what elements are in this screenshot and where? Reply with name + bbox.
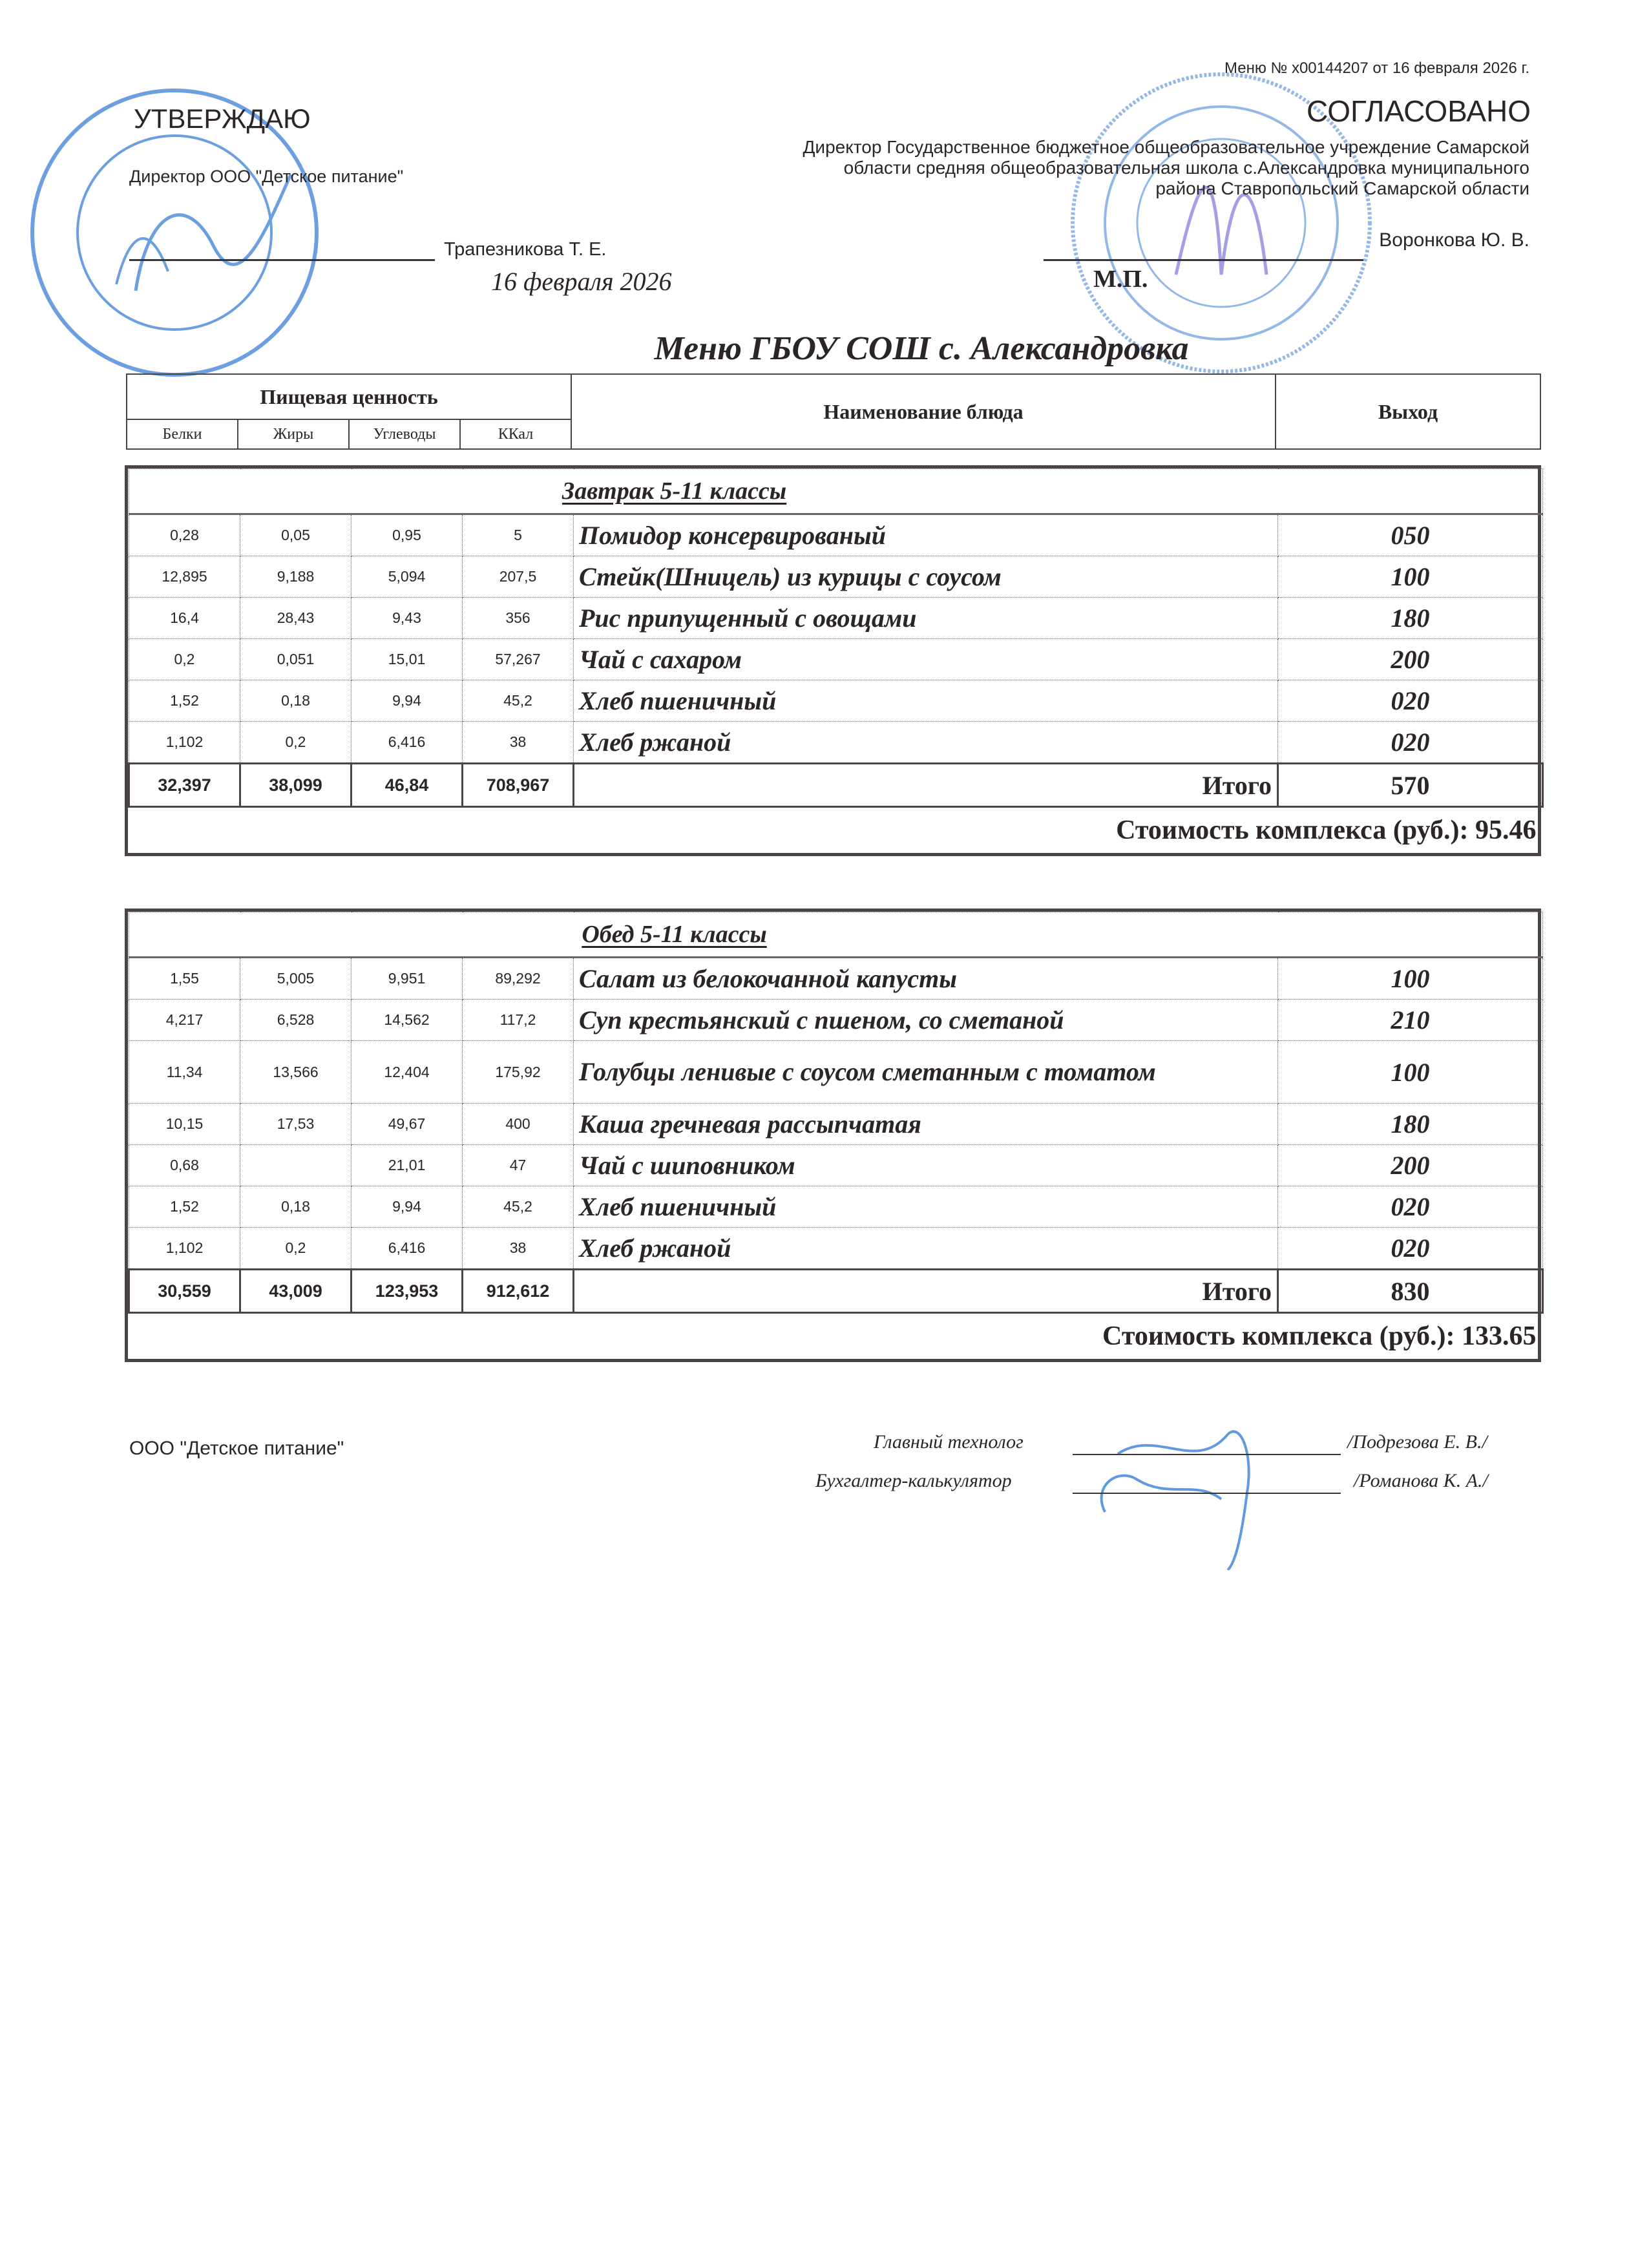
output-cell: 100 bbox=[1278, 958, 1543, 1000]
kcal-cell: 175,92 bbox=[463, 1041, 574, 1104]
table-row bbox=[129, 1186, 1543, 1228]
dish-name-cell: Чай с шиповником bbox=[574, 1145, 1278, 1186]
total-fats: 38,099 bbox=[240, 764, 352, 807]
kcal-cell: 38 bbox=[463, 722, 574, 764]
kcal-cell: 38 bbox=[463, 1228, 574, 1270]
dish-name-cell: Суп крестьянский с пшеном, со сметаной bbox=[574, 1000, 1278, 1041]
proteins-cell: 11,34 bbox=[129, 1041, 240, 1104]
dish-name-cell: Голубцы ленивые с соусом сметанным с томатом bbox=[574, 1041, 1278, 1104]
carbs-cell: 21,01 bbox=[352, 1145, 463, 1186]
section-lunch bbox=[125, 908, 1541, 1362]
total-output: 570 bbox=[1278, 764, 1543, 807]
output-cell: 200 bbox=[1278, 639, 1543, 680]
kcal-cell: 5 bbox=[463, 514, 574, 556]
menu-table bbox=[128, 912, 1544, 1359]
carbs-cell: 9,951 bbox=[352, 958, 463, 1000]
section-title bbox=[129, 912, 1543, 958]
table-row bbox=[129, 722, 1543, 764]
total-proteins: 30,559 bbox=[129, 1270, 240, 1313]
page-title bbox=[0, 330, 1649, 368]
total-carbs: 46,84 bbox=[352, 764, 463, 807]
total-kcal: 912,612 bbox=[463, 1270, 574, 1313]
output-cell: 200 bbox=[1278, 1145, 1543, 1186]
section-breakfast bbox=[125, 465, 1541, 856]
kcal-cell: 45,2 bbox=[463, 680, 574, 722]
agree-role bbox=[754, 137, 1529, 199]
header-proteins: Белки bbox=[127, 419, 238, 449]
accountant-name: /Романова К. А./ bbox=[1354, 1470, 1488, 1491]
dish-name-cell: Хлеб пшеничный bbox=[574, 680, 1278, 722]
footer-org: ООО "Детское питание" bbox=[129, 1438, 344, 1459]
proteins-cell: 1,52 bbox=[129, 680, 240, 722]
dish-name-cell: Рис припущенный с овощами bbox=[574, 598, 1278, 639]
carbs-cell: 5,094 bbox=[352, 556, 463, 598]
carbs-cell: 12,404 bbox=[352, 1041, 463, 1104]
header-dish-name: Наименование блюда bbox=[571, 374, 1276, 449]
output-cell: 180 bbox=[1278, 1104, 1543, 1145]
fats-cell: 0,2 bbox=[240, 722, 352, 764]
tech-signature-line bbox=[1073, 1454, 1341, 1455]
carbs-cell: 14,562 bbox=[352, 1000, 463, 1041]
fats-cell: 0,051 bbox=[240, 639, 352, 680]
menu-table bbox=[128, 468, 1544, 853]
table-row bbox=[129, 514, 1543, 556]
section-title-text: Завтрак 5-11 классы bbox=[562, 478, 787, 505]
approve-role: Директор ООО "Детское питание" bbox=[129, 167, 404, 186]
agree-name: Воронкова Ю. В. bbox=[1379, 229, 1529, 251]
agree-role-line: области средняя общеобразовательная школа с.Александровка муниципального bbox=[843, 158, 1529, 178]
fats-cell: 6,528 bbox=[240, 1000, 352, 1041]
dish-name-cell: Хлеб ржаной bbox=[574, 1228, 1278, 1270]
total-carbs: 123,953 bbox=[352, 1270, 463, 1313]
output-cell: 050 bbox=[1278, 514, 1543, 556]
approve-name: Трапезникова Т. Е. bbox=[444, 239, 607, 260]
kcal-cell: 400 bbox=[463, 1104, 574, 1145]
proteins-cell: 1,52 bbox=[129, 1186, 240, 1228]
fats-cell: 13,566 bbox=[240, 1041, 352, 1104]
dish-name-cell: Каша гречневая рассыпчатая bbox=[574, 1104, 1278, 1145]
proteins-cell: 1,102 bbox=[129, 722, 240, 764]
agree-signature-line bbox=[1044, 259, 1363, 261]
output-cell: 020 bbox=[1278, 680, 1543, 722]
table-row bbox=[129, 1228, 1543, 1270]
header-fats: Жиры bbox=[238, 419, 349, 449]
table-row bbox=[129, 1000, 1543, 1041]
carbs-cell: 9,43 bbox=[352, 598, 463, 639]
output-cell: 020 bbox=[1278, 1186, 1543, 1228]
carbs-cell: 15,01 bbox=[352, 639, 463, 680]
output-cell: 020 bbox=[1278, 1228, 1543, 1270]
dish-name-cell: Чай с сахаром bbox=[574, 639, 1278, 680]
fats-cell: 17,53 bbox=[240, 1104, 352, 1145]
kcal-cell: 45,2 bbox=[463, 1186, 574, 1228]
total-fats: 43,009 bbox=[240, 1270, 352, 1313]
kcal-cell: 89,292 bbox=[463, 958, 574, 1000]
proteins-cell: 0,2 bbox=[129, 639, 240, 680]
complex-cost: Стоимость комплекса (руб.): 95.46 bbox=[1116, 815, 1537, 845]
dish-name-cell: Стейк(Шницель) из курицы с соусом bbox=[574, 556, 1278, 598]
kcal-cell: 117,2 bbox=[463, 1000, 574, 1041]
total-kcal: 708,967 bbox=[463, 764, 574, 807]
section-title-text: Обед 5-11 классы bbox=[582, 921, 767, 948]
page-title-text: Меню ГБОУ СОШ с. Александровка bbox=[654, 330, 1189, 367]
proteins-cell: 1,102 bbox=[129, 1228, 240, 1270]
fats-cell: 28,43 bbox=[240, 598, 352, 639]
approve-date: 16 февраля 2026 bbox=[491, 267, 672, 296]
tech-role: Главный технолог bbox=[874, 1431, 1024, 1453]
kcal-cell: 207,5 bbox=[463, 556, 574, 598]
menu-number: Меню № х00144207 от 16 февраля 2026 г. bbox=[1224, 59, 1529, 77]
dish-name-cell: Хлеб ржаной bbox=[574, 722, 1278, 764]
proteins-cell: 0,68 bbox=[129, 1145, 240, 1186]
proteins-cell: 10,15 bbox=[129, 1104, 240, 1145]
carbs-cell: 9,94 bbox=[352, 1186, 463, 1228]
table-row bbox=[129, 598, 1543, 639]
carbs-cell: 0,95 bbox=[352, 514, 463, 556]
kcal-cell: 356 bbox=[463, 598, 574, 639]
carbs-cell: 6,416 bbox=[352, 1228, 463, 1270]
tech-name: /Подрезова Е. В./ bbox=[1347, 1431, 1487, 1453]
header-nutrition: Пищевая ценность bbox=[127, 374, 571, 419]
proteins-cell: 1,55 bbox=[129, 958, 240, 1000]
approve-signature-line bbox=[129, 259, 435, 261]
approve-title: УТВЕРЖДАЮ bbox=[134, 103, 311, 134]
fats-cell bbox=[240, 1145, 352, 1186]
output-cell: 210 bbox=[1278, 1000, 1543, 1041]
table-row bbox=[129, 1041, 1543, 1104]
table-row bbox=[129, 680, 1543, 722]
carbs-cell: 49,67 bbox=[352, 1104, 463, 1145]
header-kcal: ККал bbox=[460, 419, 571, 449]
carbs-cell: 6,416 bbox=[352, 722, 463, 764]
fats-cell: 0,2 bbox=[240, 1228, 352, 1270]
proteins-cell: 4,217 bbox=[129, 1000, 240, 1041]
output-cell: 100 bbox=[1278, 1041, 1543, 1104]
table-row bbox=[129, 639, 1543, 680]
dish-name-cell: Салат из белокочанной капусты bbox=[574, 958, 1278, 1000]
total-label: Итого bbox=[574, 1270, 1278, 1313]
dish-name-cell: Помидор консервированый bbox=[574, 514, 1278, 556]
carbs-cell: 9,94 bbox=[352, 680, 463, 722]
output-cell: 100 bbox=[1278, 556, 1543, 598]
total-proteins: 32,397 bbox=[129, 764, 240, 807]
accountant-role: Бухгалтер-калькулятор bbox=[815, 1470, 1012, 1491]
fats-cell: 0,18 bbox=[240, 680, 352, 722]
agree-role-line: Директор Государственное бюджетное общеобразовательное учреждение Самарской bbox=[803, 137, 1529, 157]
header-output: Выход bbox=[1276, 374, 1540, 449]
complex-cost: Стоимость комплекса (руб.): 133.65 bbox=[1102, 1321, 1537, 1351]
fats-cell: 0,18 bbox=[240, 1186, 352, 1228]
kcal-cell: 57,267 bbox=[463, 639, 574, 680]
fats-cell: 0,05 bbox=[240, 514, 352, 556]
total-label: Итого bbox=[574, 764, 1278, 807]
total-row bbox=[129, 764, 1543, 807]
output-cell: 180 bbox=[1278, 598, 1543, 639]
section-title bbox=[129, 469, 1543, 514]
proteins-cell: 12,895 bbox=[129, 556, 240, 598]
table-row bbox=[129, 1104, 1543, 1145]
seal-label: М.П. bbox=[1093, 266, 1148, 293]
proteins-cell: 16,4 bbox=[129, 598, 240, 639]
output-cell: 020 bbox=[1278, 722, 1543, 764]
table-row bbox=[129, 1145, 1543, 1186]
header-carbs: Углеводы bbox=[349, 419, 460, 449]
table-row bbox=[129, 556, 1543, 598]
agree-role-line: района Ставропольский Самарской области bbox=[1155, 178, 1529, 198]
kcal-cell: 47 bbox=[463, 1145, 574, 1186]
proteins-cell: 0,28 bbox=[129, 514, 240, 556]
table-row bbox=[129, 958, 1543, 1000]
dish-name-cell: Хлеб пшеничный bbox=[574, 1186, 1278, 1228]
fats-cell: 5,005 bbox=[240, 958, 352, 1000]
total-output: 830 bbox=[1278, 1270, 1543, 1313]
column-header-table bbox=[126, 373, 1541, 450]
fats-cell: 9,188 bbox=[240, 556, 352, 598]
total-row bbox=[129, 1270, 1543, 1313]
accountant-signature-line bbox=[1073, 1493, 1341, 1494]
agree-title: СОГЛАСОВАНО bbox=[1307, 94, 1531, 128]
